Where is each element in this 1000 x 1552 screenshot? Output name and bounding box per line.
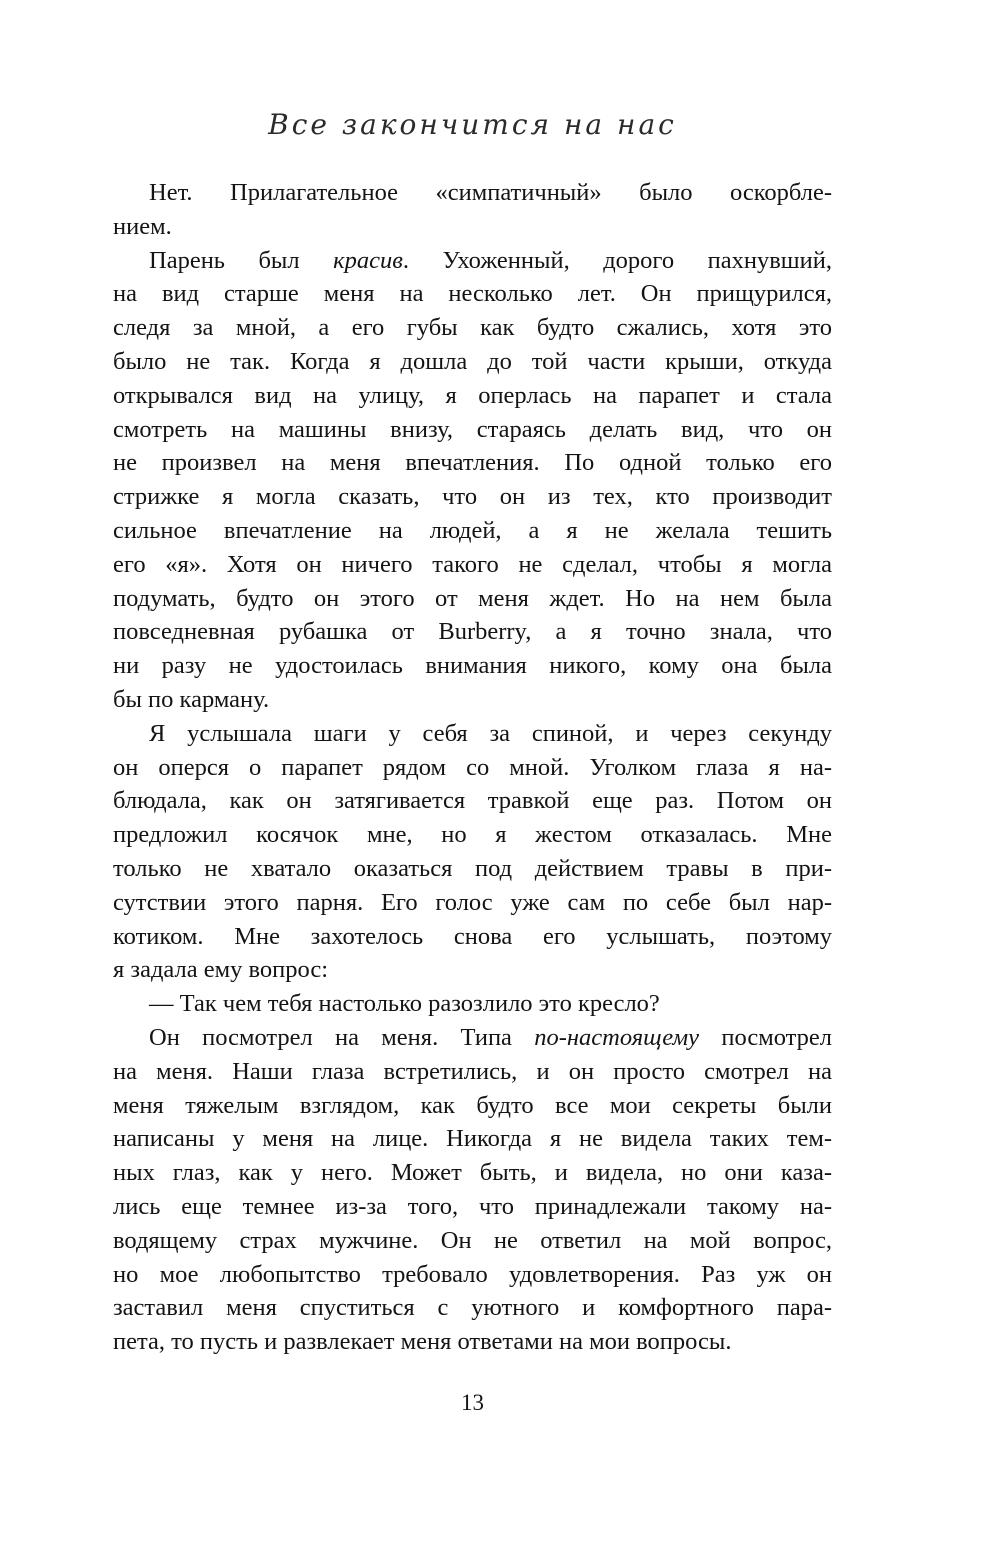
text-line bbox=[113, 1224, 832, 1258]
text-run: я задала ему вопрос: bbox=[113, 956, 329, 984]
text-line bbox=[113, 1258, 832, 1292]
text-line bbox=[113, 953, 832, 987]
text-run: Он посмотрел на меня. Типа bbox=[149, 1023, 535, 1051]
text-line bbox=[113, 987, 832, 1021]
text-run: только не хватало оказаться под действием травы в при- bbox=[113, 854, 832, 882]
text-line bbox=[113, 548, 832, 582]
text-line bbox=[113, 379, 832, 413]
text-line bbox=[113, 345, 832, 379]
text-line bbox=[113, 480, 832, 514]
text-run: лись еще темнее из-за того, что принадлежали такому на- bbox=[113, 1192, 832, 1220]
text-run: ных глаз, как у него. Может быть, и видела, но они каза- bbox=[113, 1159, 832, 1187]
text-line bbox=[113, 683, 832, 717]
emphasized-text: по-настоящему bbox=[534, 1023, 700, 1051]
text-run: водящему страх мужчине. Он не ответил на мой вопрос, bbox=[113, 1226, 832, 1254]
page-number: 13 bbox=[461, 1390, 484, 1415]
text-run: написаны у меня на лице. Никогда я не видела таких тем- bbox=[113, 1125, 832, 1153]
text-line bbox=[113, 582, 832, 616]
text-run: пета, то пусть и развлекает меня ответами на мои вопросы. bbox=[113, 1328, 732, 1356]
text-line bbox=[113, 277, 832, 311]
text-run: сильное впечатление на людей, а я не желала тешить bbox=[113, 516, 832, 544]
text-run: посмотрел bbox=[699, 1023, 832, 1051]
paragraph bbox=[113, 244, 832, 717]
text-run: было не так. Когда я дошла до той части крыши, откуда bbox=[113, 347, 832, 375]
text-run: на меня. Наши глаза встретились, и он просто смотрел на bbox=[113, 1057, 832, 1085]
text-line bbox=[113, 1021, 832, 1055]
text-line bbox=[113, 1325, 832, 1359]
text-run: Нет. Прилагательное «симпатичный» было оскорбле- bbox=[149, 179, 832, 206]
running-header: Все закончится на нас bbox=[268, 108, 677, 141]
text-run: нием. bbox=[113, 212, 172, 240]
text-line bbox=[113, 311, 832, 345]
text-line bbox=[113, 784, 832, 818]
text-line bbox=[113, 717, 832, 751]
text-run: . Ухоженный, дорого пахнувший, bbox=[402, 246, 832, 274]
text-run: смотреть на машины внизу, стараясь делать вид, что он bbox=[113, 415, 832, 443]
text-run: предложил косячок мне, но я жестом отказалась. Мне bbox=[113, 821, 832, 849]
text-run: бы по карману. bbox=[113, 685, 270, 713]
text-run: следя за мной, а его губы как будто сжались, хотя это bbox=[113, 314, 832, 342]
text-line bbox=[113, 818, 832, 852]
text-line bbox=[113, 176, 832, 210]
text-run: стрижке я могла сказать, что он из тех, кто производит bbox=[113, 483, 832, 511]
text-run: заставил меня спуститься с уютного и комфортного пара- bbox=[113, 1294, 832, 1322]
text-run: но мое любопытство требовало удовлетворения. Раз уж он bbox=[113, 1260, 832, 1288]
text-line bbox=[113, 1190, 832, 1224]
text-line bbox=[113, 649, 832, 683]
text-line bbox=[113, 1055, 832, 1089]
text-run: котиком. Мне захотелось снова его услышать, поэтому bbox=[113, 922, 832, 950]
text-line bbox=[113, 413, 832, 447]
text-line bbox=[113, 210, 832, 244]
paragraph bbox=[113, 987, 832, 1021]
text-line bbox=[113, 244, 832, 278]
text-line bbox=[113, 1291, 832, 1325]
text-run: блюдала, как он затягивается травкой еще раз. Потом он bbox=[113, 787, 832, 815]
text-line bbox=[113, 920, 832, 954]
text-run: Парень был bbox=[149, 246, 334, 274]
text-block bbox=[113, 176, 832, 1359]
text-line bbox=[113, 1122, 832, 1156]
text-line bbox=[113, 886, 832, 920]
text-run: не произвел на меня впечатления. По одной только его bbox=[113, 449, 832, 477]
text-line bbox=[113, 514, 832, 548]
paragraph bbox=[113, 1021, 832, 1359]
text-line bbox=[113, 446, 832, 480]
text-run: повседневная рубашка от Burberry, а я точно знала, что bbox=[113, 618, 832, 646]
paragraph bbox=[113, 717, 832, 987]
text-run: на вид старше меня на несколько лет. Он прищурился, bbox=[113, 280, 832, 308]
text-run: подумать, будто он этого от меня ждет. Но на нем была bbox=[113, 584, 832, 612]
text-run: ни разу не удостоилась внимания никого, кому она была bbox=[113, 652, 832, 680]
text-run: меня тяжелым взглядом, как будто все мои секреты были bbox=[113, 1091, 832, 1119]
emphasized-text: красив bbox=[333, 246, 403, 274]
text-run: открывался вид на улицу, я оперлась на парапет и стала bbox=[113, 381, 832, 409]
text-run: Я услышала шаги у себя за спиной, и через секунду bbox=[149, 719, 832, 747]
text-run: — Так чем тебя настолько разозлило это кресло? bbox=[149, 990, 660, 1018]
paragraph bbox=[113, 176, 832, 244]
text-line bbox=[113, 615, 832, 649]
text-run: сутствии этого парня. Его голос уже сам по себе был нар- bbox=[113, 888, 832, 916]
text-line bbox=[113, 1156, 832, 1190]
text-line bbox=[113, 852, 832, 886]
text-run: его «я». Хотя он ничего такого не сделал, чтобы я могла bbox=[113, 550, 832, 578]
text-line bbox=[113, 1089, 832, 1123]
text-run: он оперся о парапет рядом со мной. Уголком глаза я на- bbox=[113, 753, 832, 781]
text-line bbox=[113, 751, 832, 785]
